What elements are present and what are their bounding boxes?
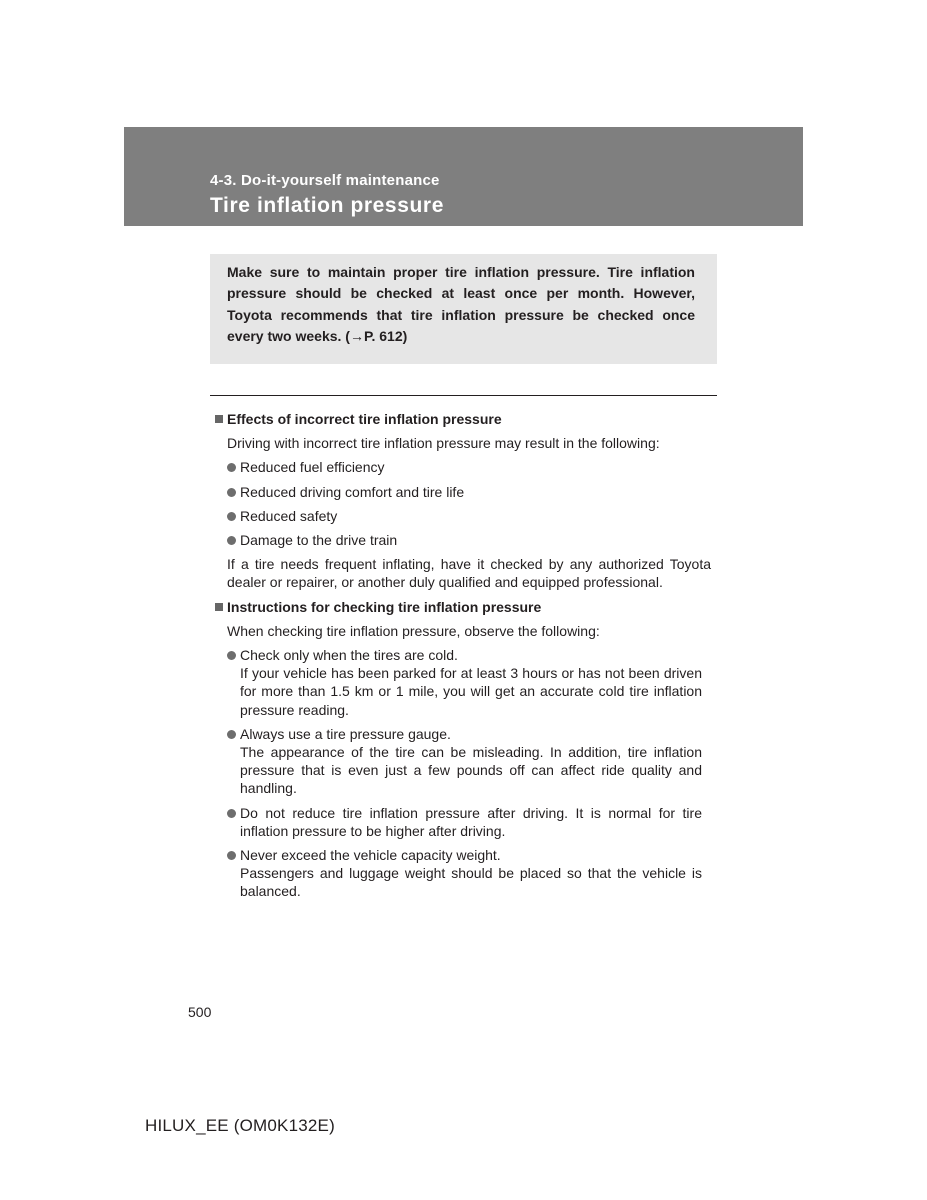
list-item — [227, 507, 702, 525]
list-item-text: Reduced safety — [240, 507, 338, 524]
page-title: Tire inflation pressure — [210, 194, 444, 217]
section-label: 4-3. Do-it-yourself maintenance — [210, 172, 440, 189]
bullet-dot-icon — [227, 488, 236, 497]
notice-text: Make sure to maintain proper tire inflation pressure. Tire inflation pressure should be checked at least once per month. However, Toyota recommends that tire inflation pressure be checked once every two weeks. (→P. 612) — [227, 264, 695, 344]
manual-code: HILUX_EE (OM0K132E) — [145, 1116, 335, 1135]
instructions-heading-text: Instructions for checking tire inflation pressure — [227, 598, 542, 615]
list-item-text: Reduced driving comfort and tire life — [240, 483, 465, 500]
bullet-dot-icon — [227, 651, 236, 660]
bullet-dot-icon — [227, 512, 236, 521]
list-item-detail: Passengers and luggage weight should be placed so that the vehicle is balanced. — [240, 865, 702, 900]
effects-intro: Driving with incorrect tire inflation pressure may result in the following: — [227, 435, 660, 452]
bullet-dot-icon — [227, 730, 236, 739]
list-item — [227, 846, 702, 901]
square-bullet-icon — [215, 603, 223, 611]
square-bullet-icon — [215, 415, 223, 423]
bullet-dot-icon — [227, 851, 236, 860]
list-item-title: Do not reduce tire inflation pressure after driving. It is normal for tire inflation pressure to be higher after driving. — [240, 804, 702, 839]
bullet-dot-icon — [227, 536, 236, 545]
list-item — [227, 804, 702, 840]
list-item-title: Never exceed the vehicle capacity weight. — [240, 847, 501, 864]
list-item — [227, 725, 702, 798]
list-item-text: Damage to the drive train — [240, 532, 398, 549]
list-item — [227, 483, 702, 501]
list-item — [227, 458, 702, 476]
list-item-detail: The appearance of the tire can be misleading. In addition, tire inflation pressure that is even just a few pounds off can affect ride quality and handling. — [240, 744, 702, 797]
effects-heading-text: Effects of incorrect tire inflation pressure — [227, 411, 502, 427]
section-header-band — [124, 127, 803, 226]
divider-rule — [210, 395, 717, 396]
list-item — [227, 646, 702, 719]
list-item-text: Reduced fuel efficiency — [240, 459, 385, 476]
list-item-title: Always use a tire pressure gauge. — [240, 725, 451, 742]
effects-heading — [215, 410, 715, 428]
list-item — [227, 531, 702, 549]
main-content — [215, 410, 715, 907]
list-item-title: Check only when the tires are cold. — [240, 647, 458, 664]
notice-box — [210, 254, 717, 364]
bullet-dot-icon — [227, 463, 236, 472]
bullet-dot-icon — [227, 809, 236, 818]
page-number: 500 — [188, 1004, 212, 1020]
instructions-heading — [215, 598, 715, 616]
effects-note: If a tire needs frequent inflating, have it checked by any authorized Toyota dealer or repairer, or another duly qualified and equipped professional. — [227, 556, 711, 591]
instructions-intro: When checking tire inflation pressure, observe the following: — [227, 622, 600, 639]
list-item-detail: If your vehicle has been parked for at least 3 hours or has not been driven for more than 1.5 km or 1 mile, you will get an accurate cold tire inflation pressure reading. — [240, 665, 702, 718]
